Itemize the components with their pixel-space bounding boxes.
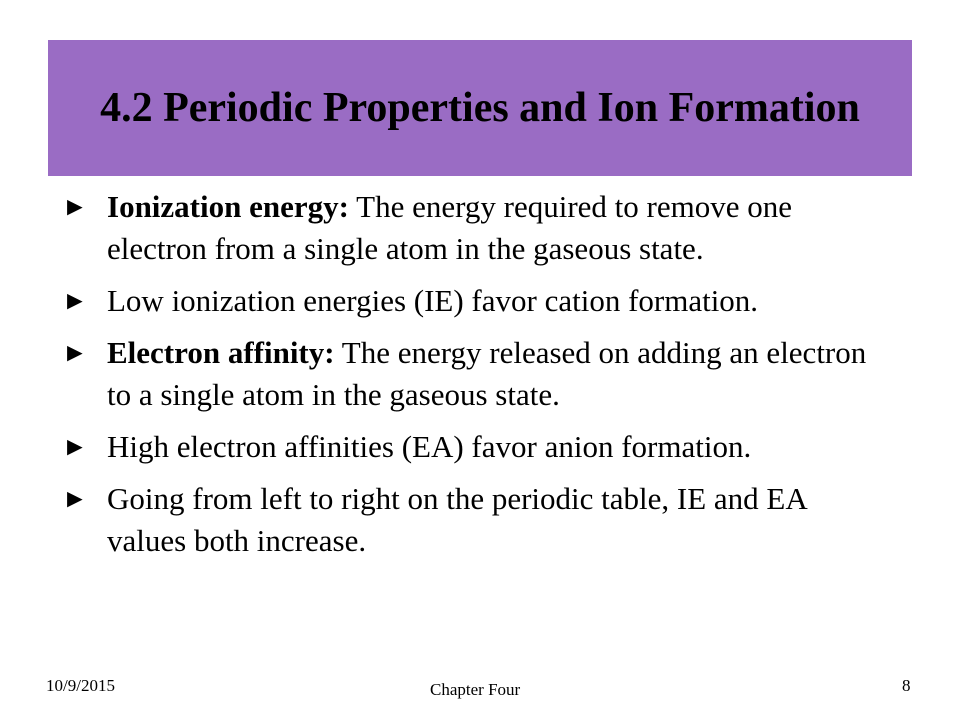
page-number: 8 bbox=[902, 676, 911, 695]
bullet-item bbox=[62, 426, 882, 468]
bullet-arrow-icon: ► bbox=[62, 338, 88, 367]
bullet-item bbox=[62, 332, 882, 416]
bullet-arrow-icon: ► bbox=[62, 286, 88, 315]
bullet-arrow-icon: ► bbox=[62, 484, 88, 513]
bullet-item bbox=[62, 478, 882, 562]
bullet-arrow-icon: ► bbox=[62, 432, 88, 461]
bullet-term: Ionization energy: bbox=[107, 189, 349, 224]
bullet-text: Going from left to right on the periodic table, IE and EA values both increase. bbox=[107, 481, 807, 558]
slide-title: 4.2 Periodic Properties and Ion Formation bbox=[100, 85, 860, 131]
title-bar bbox=[48, 40, 912, 176]
footer-chapter: Chapter Four bbox=[430, 680, 521, 699]
bullet-arrow-icon: ► bbox=[62, 192, 88, 221]
bullet-text: High electron affinities (EA) favor anion formation. bbox=[107, 429, 752, 464]
footer-date: 10/9/2015 bbox=[46, 676, 115, 695]
bullet-item bbox=[62, 280, 882, 322]
bullet-item bbox=[62, 186, 882, 270]
bullet-text: The energy required to remove one electron from a single atom in the gaseous state. bbox=[107, 189, 792, 266]
bullet-text: The energy released on adding an electron to a single atom in the gaseous state. bbox=[107, 335, 867, 412]
bullet-term: Electron affinity: bbox=[107, 335, 335, 370]
bullet-list bbox=[62, 186, 882, 572]
bullet-text: Low ionization energies (IE) favor cation formation. bbox=[107, 283, 759, 318]
